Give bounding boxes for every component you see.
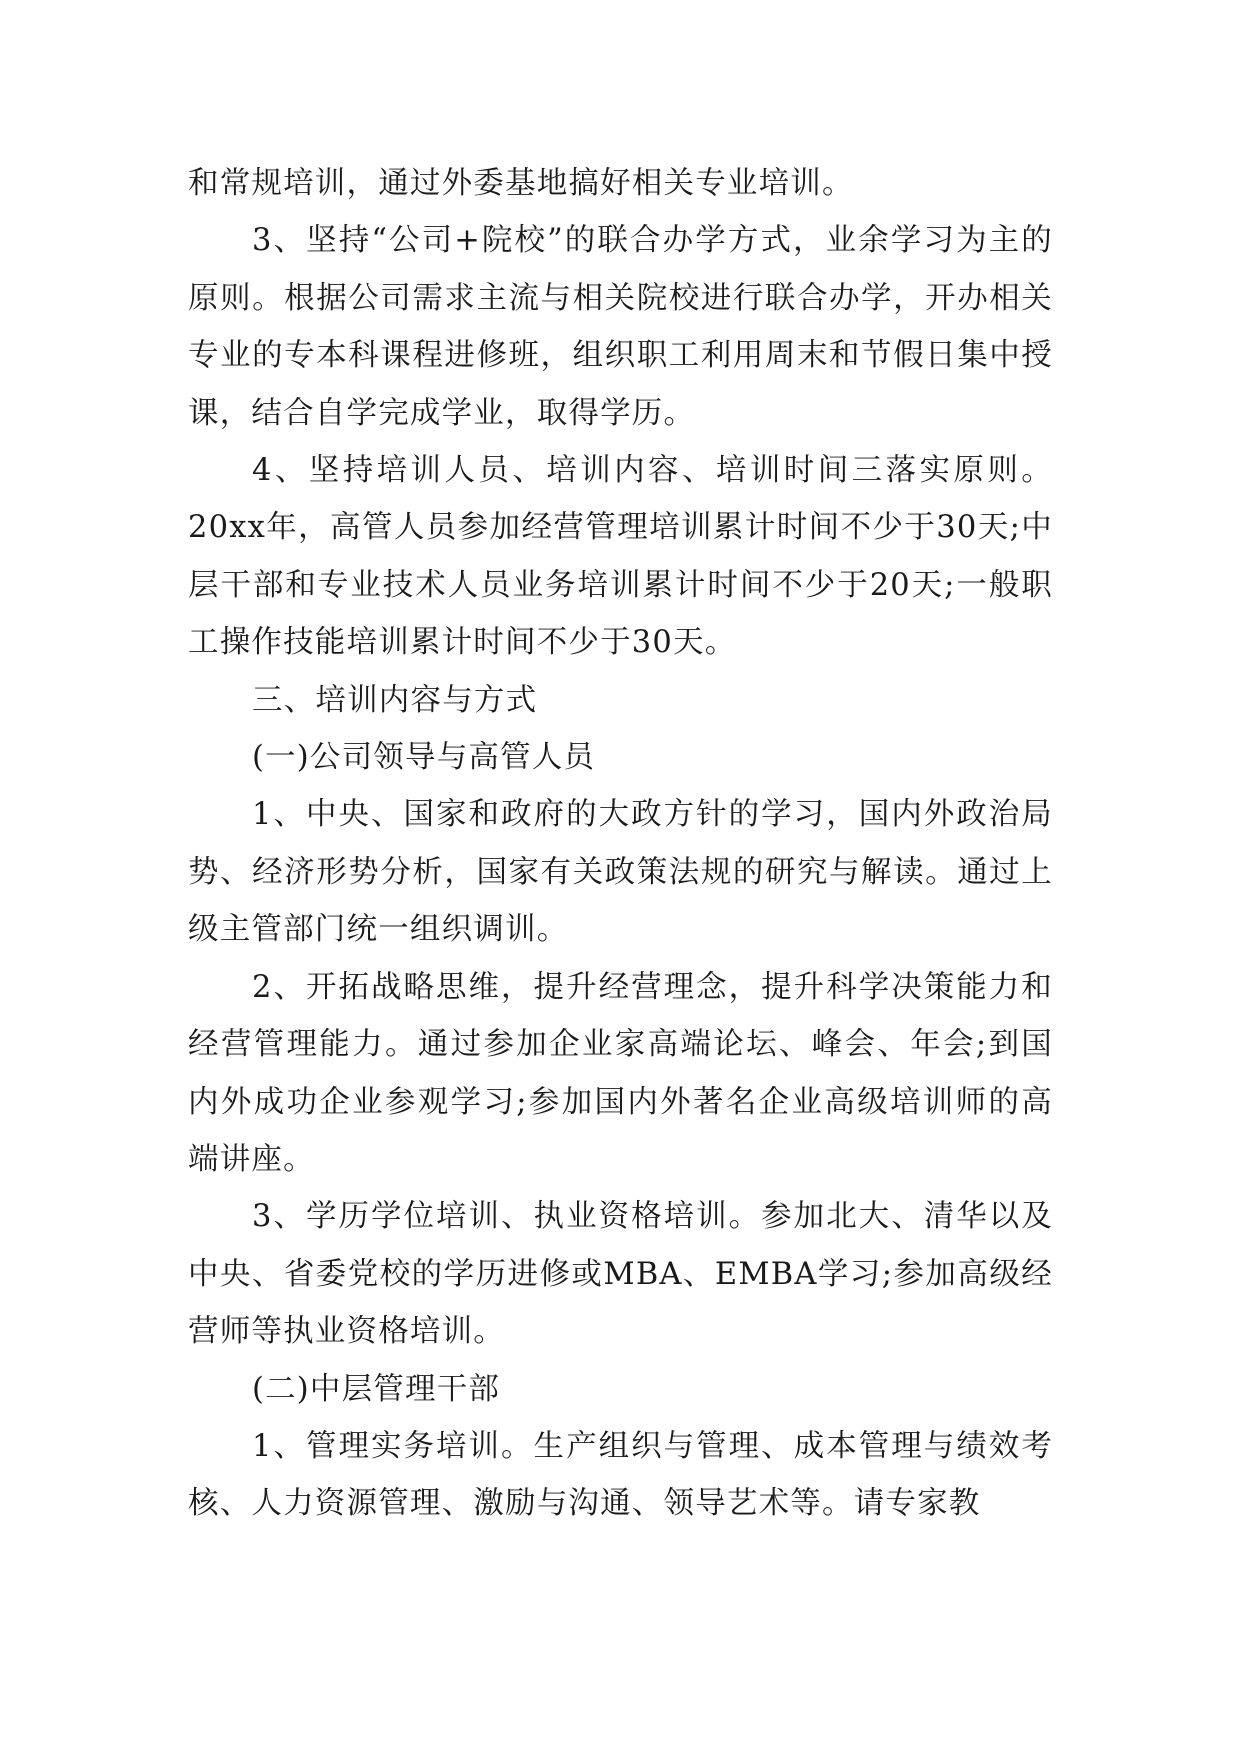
- paragraph-item-3-school-cooperation: 3、坚持“公司+院校”的联合办学方式，业余学习为主的原则。根据公司需求主流与相关院校进行联合办学，开办相关专业的专本科课程进修班，组织职工利用周末和节假日集中授课，结合自学完成学业，取得学历。: [188, 223, 1053, 431]
- paragraph-policy-study: 1、中央、国家和政府的大政方针的学习，国内外政治局势、经济形势分析，国家有关政策法规的研究与解读。通过上级主管部门统一组织调训。: [188, 797, 1053, 948]
- paragraph-strategic-thinking: 2、开拓战略思维，提升经营理念，提升科学决策能力和经营管理能力。通过参加企业家高端论坛、峰会、年会;到国内外成功企业参观学习;参加国内外著名企业高级培训师的高端讲座。: [188, 969, 1053, 1177]
- paragraph-degree-training: 3、学历学位培训、执业资格培训。参加北大、清华以及中央、省委党校的学历进修或MBA、EMBA学习;参加高级经营师等执业资格培训。: [188, 1199, 1053, 1350]
- section-heading-training-content: 三、培训内容与方式: [252, 682, 538, 718]
- subsection-heading-middle-management: (二)中层管理干部: [252, 1371, 501, 1407]
- paragraph-item-4-training-time: 4、坚持培训人员、培训内容、培训时间三落实原则。20xx年，高管人员参加经营管理培训累计时间不少于30天;中层干部和专业技术人员业务培训累计时间不少于20天;一般职工操作技能培训累计时间不少于30天。: [188, 453, 1053, 661]
- document-body: [188, 155, 1053, 1533]
- subsection-heading-senior-management: (一)公司领导与高管人员: [252, 740, 596, 776]
- paragraph-continuation: 和常规培训，通过外委基地搞好相关专业培训。: [188, 166, 854, 201]
- paragraph-management-practice: 1、管理实务培训。生产组织与管理、成本管理与绩效考核、人力资源管理、激励与沟通、领导艺术等。请专家教: [188, 1428, 1053, 1522]
